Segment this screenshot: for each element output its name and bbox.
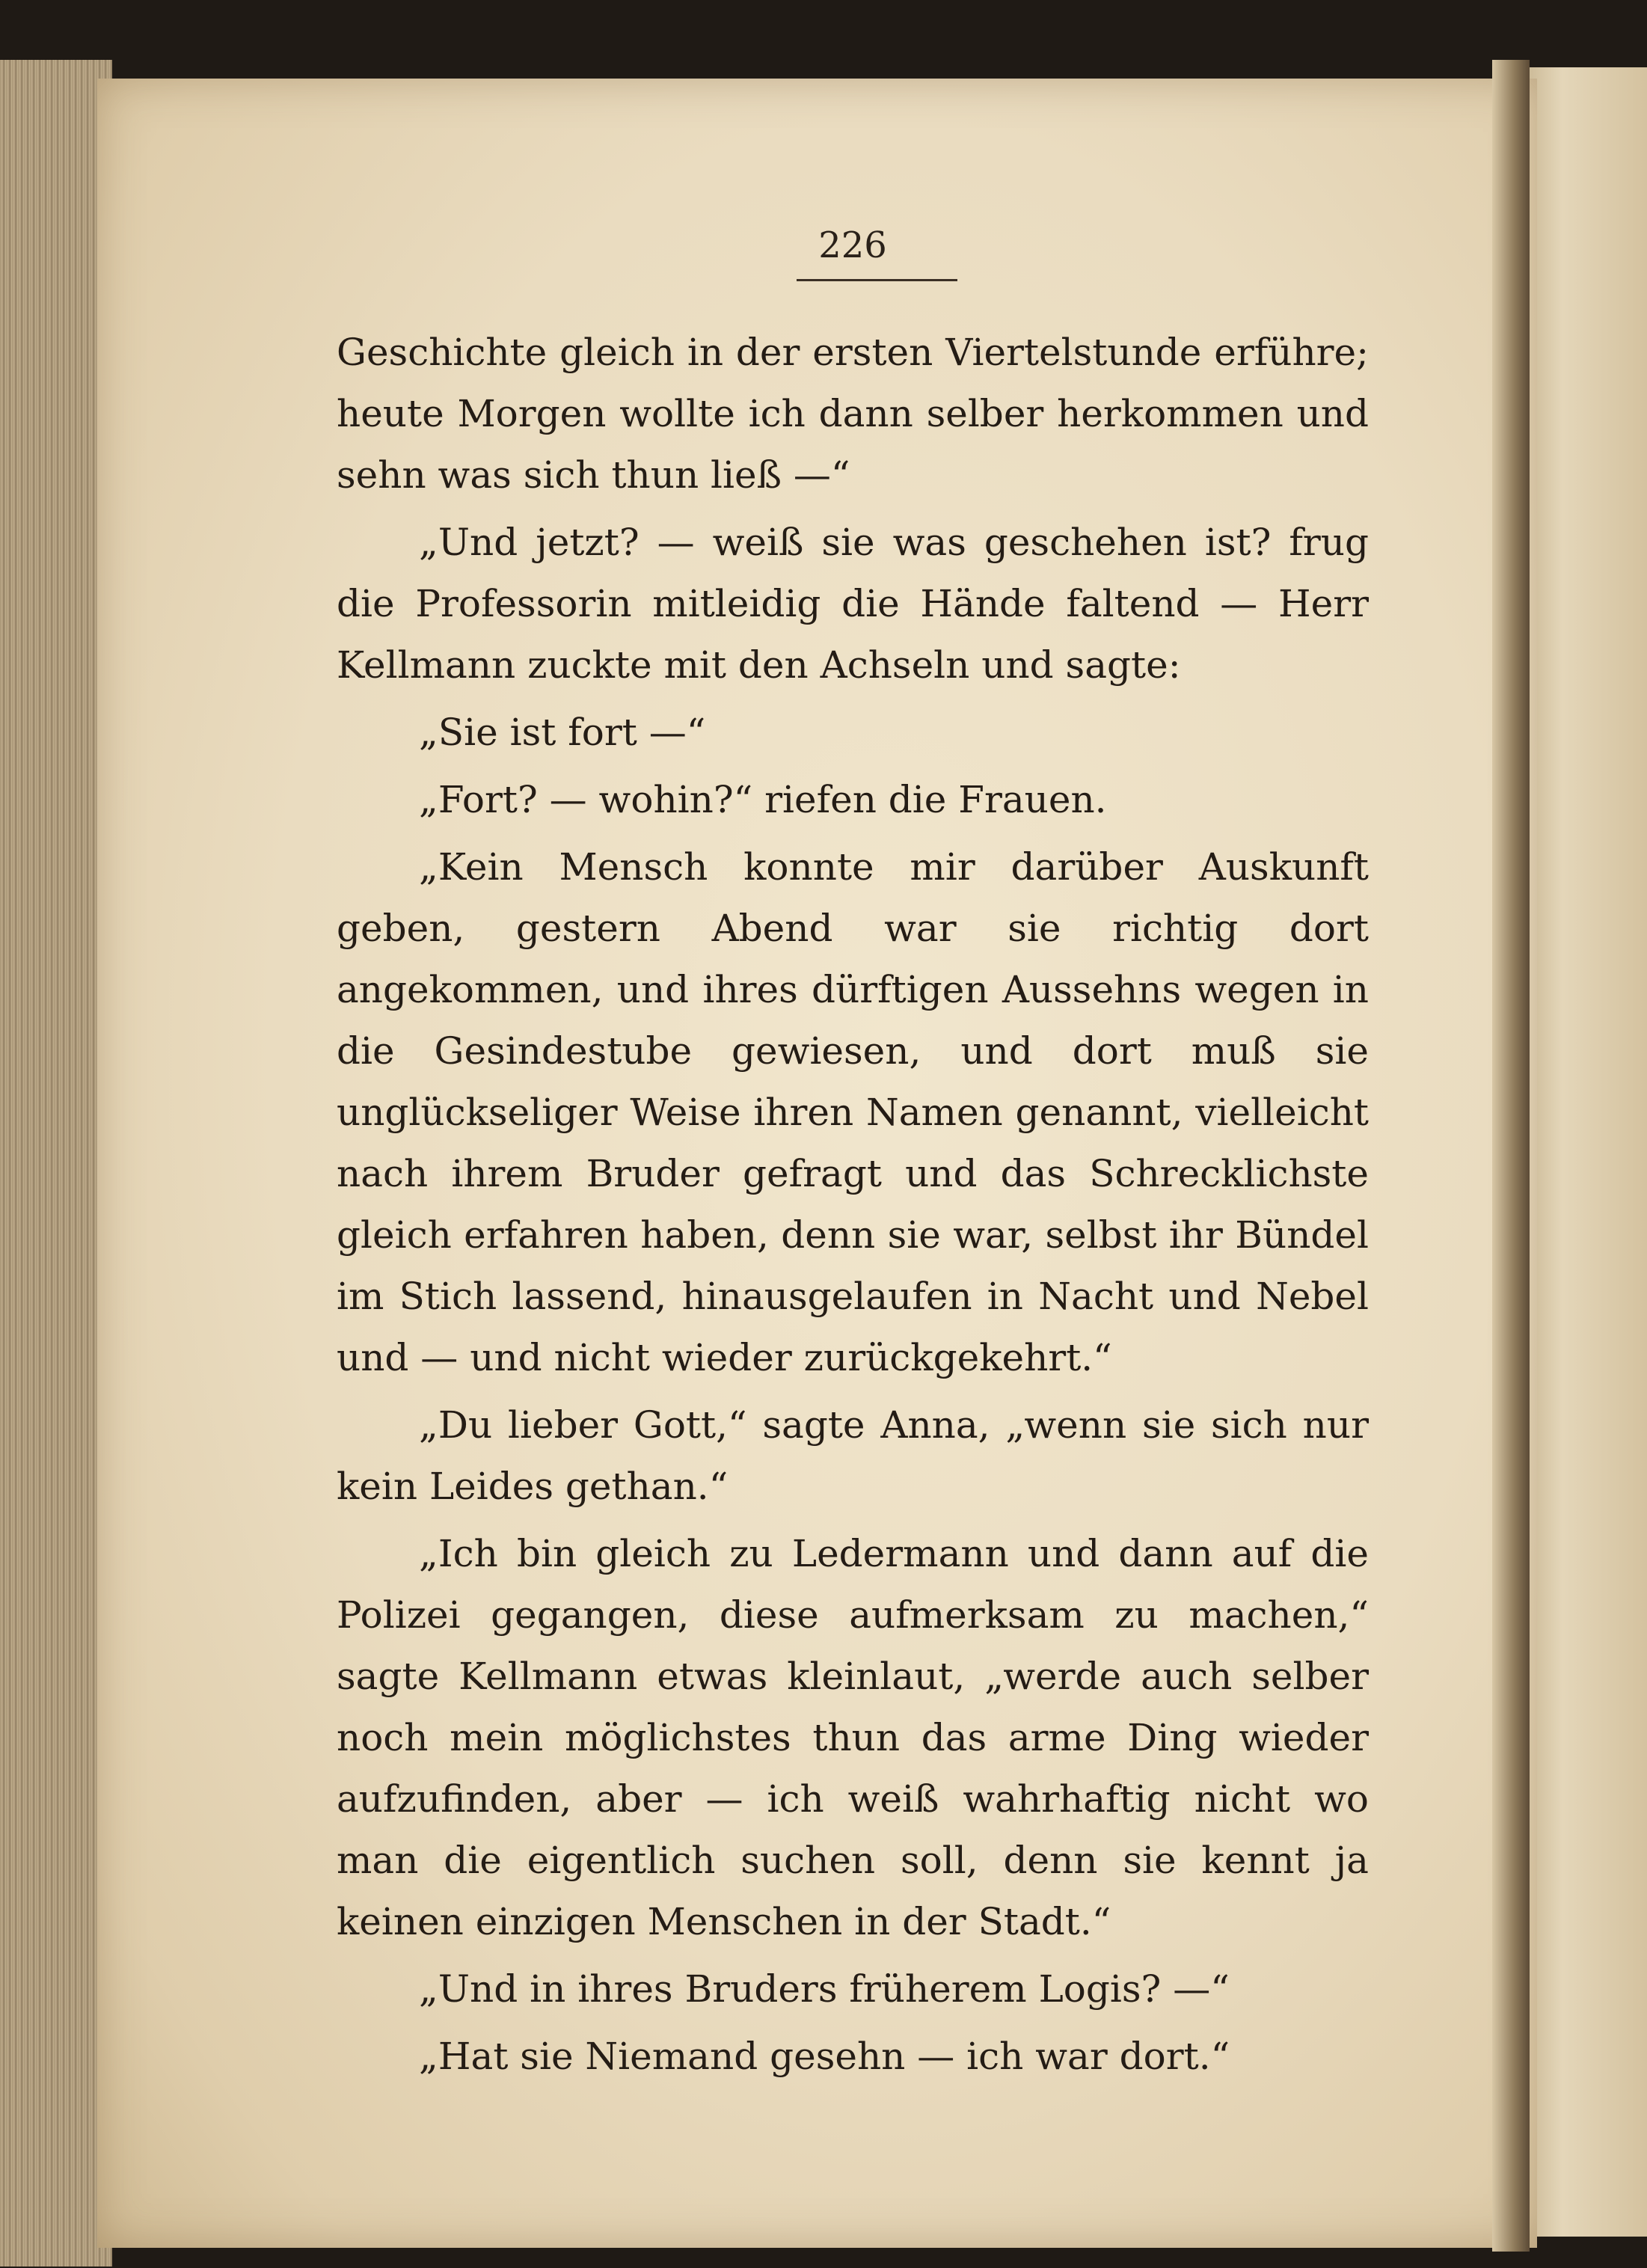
paragraph: „Ich bin gleich zu Ledermann und dann auf die Polizei gegangen, diese aufmerksam zu machen,“ sagte Kellmann etwas kleinlaut, „werde auch selber noch mein möglichstes thun das arme Ding wieder aufzufinden, aber — ich weiß wahrhaftig nicht wo man die eigentlich suchen soll, denn sie kennt ja keinen einzigen Menschen in der Stadt.“: [337, 1532, 1369, 1943]
page-number: 226: [818, 224, 887, 266]
adjacent-page: [1526, 67, 1647, 2237]
book-gutter: [1492, 60, 1530, 2252]
paragraph: „Hat sie Niemand gesehn — ich war dort.“: [419, 2035, 1230, 2078]
paragraph: „Und jetzt? — weiß sie was geschehen ist? frug die Professorin mitleidig die Hände faltend — Herr Kellmann zuckte mit den Achseln und sagte:: [337, 521, 1369, 687]
paragraph: Geschichte gleich in der ersten Viertelstunde erführe; heute Morgen wollte ich dann selber herkommen und sehn was sich thun ließ —“: [337, 331, 1369, 497]
body-text: [337, 322, 1369, 2093]
paragraph: „Und in ihres Bruders früherem Logis? —“: [419, 1967, 1230, 2011]
paragraph: „Sie ist fort —“: [419, 711, 706, 754]
paragraph: „Kein Mensch konnte mir darüber Auskunft geben, gestern Abend war sie richtig dort angekommen, und ihres dürftigen Aussehns wegen in die Gesindestube gewiesen, und dort muß sie unglückseliger Weise ihren Namen genannt, vielleicht nach ihrem Bruder gefragt und das Schrecklichste gleich erfahren haben, denn sie war, selbst ihr Bündel im Stich lassend, hinausgelaufen in Nacht und Nebel und — und nicht wieder zurückgekehrt.“: [337, 845, 1369, 1379]
header-rule: [797, 279, 957, 281]
paragraph: „Du lieber Gott,“ sagte Anna, „wenn sie sich nur kein Leides gethan.“: [337, 1403, 1369, 1508]
paragraph: „Fort? — wohin?“ riefen die Frauen.: [419, 778, 1107, 821]
page-edge-stack: [0, 60, 112, 2267]
